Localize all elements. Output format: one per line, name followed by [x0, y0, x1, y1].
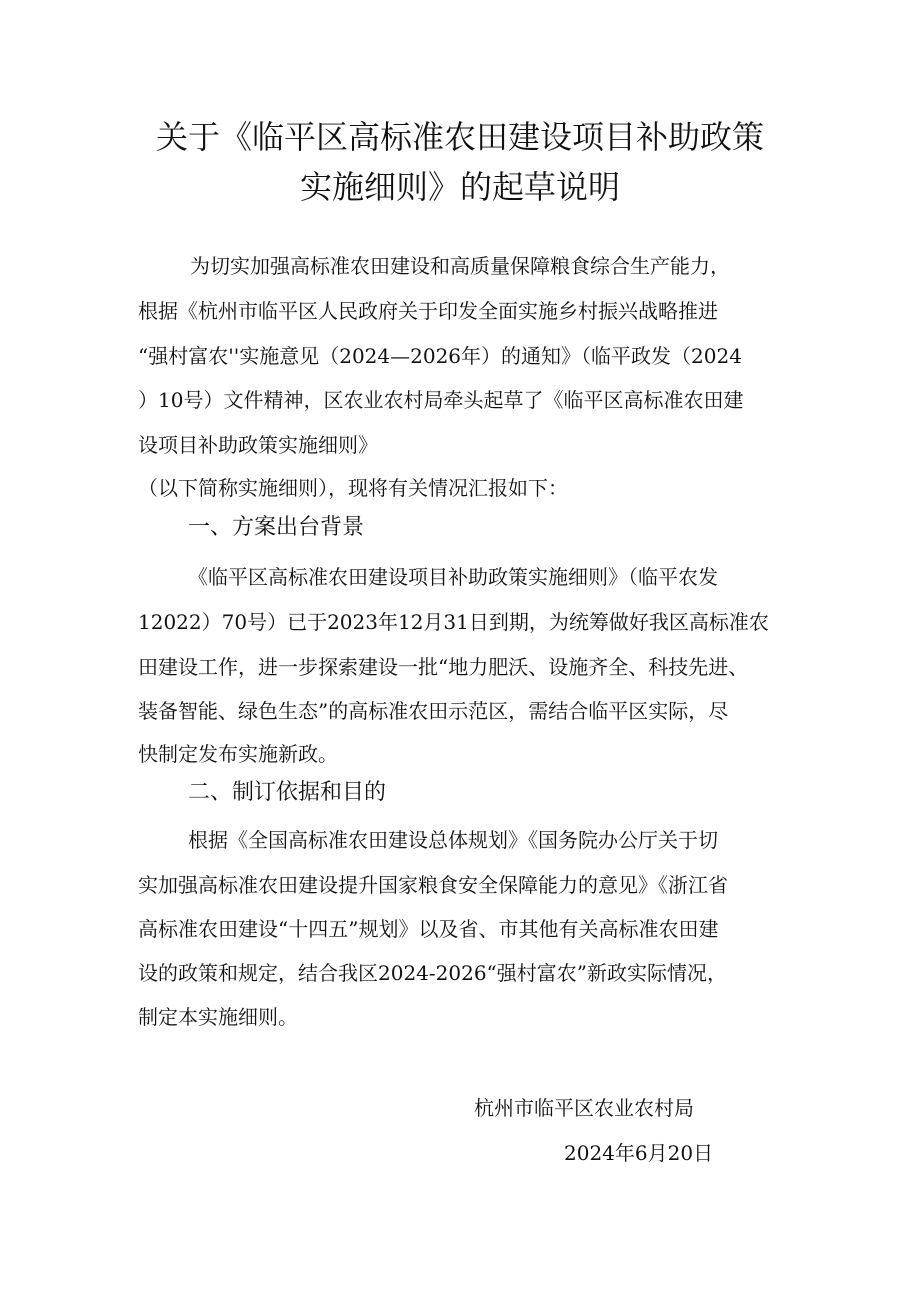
section-1-line-3: 田建设工作，进一步探索建设一批“地力肥沃、设施齐全、科技先进、 [138, 655, 749, 679]
section-1-heading: 一、方案出台背景 [188, 515, 365, 540]
section-2-line-3: 高标准农田建设“十四五”规划》以及省、市其他有关高标准农田建 [138, 917, 719, 941]
signature-organization: 杭州市临平区农业农村局 [474, 1096, 694, 1120]
signature-date: 2024年6月20日 [564, 1141, 714, 1165]
intro-line-6: （以下简称实施细则），现将有关情况汇报如下： [138, 476, 568, 500]
section-2-line-1: 根据《全国高标准农田建设总体规划》《国务院办公厅关于切 [188, 828, 718, 852]
section-2-line-5: 制定本实施细则。 [138, 1005, 298, 1029]
section-1-line-5: 快制定发布实施新政。 [138, 742, 338, 766]
section-2-line-2: 实加强高标准农田建设提升国家粮食安全保障能力的意见》《浙江省 [138, 873, 728, 897]
intro-line-4: ）10号）文件精神，区农业农村局牵头起草了《临平区高标准农田建 [138, 388, 744, 412]
intro-line-3: “强村富农''实施意见（2024—2026年）的通知》（临平政发（2024 [138, 344, 742, 368]
document-title-line-1: 关于《临平区高标准农田建设项目补助政策 [155, 118, 764, 156]
section-1-line-2: 12022）70号）已于2023年12月31日到期，为统筹做好我区高标准农 [138, 610, 769, 634]
section-2-line-4: 设的政策和规定，结合我区2024-2026“强村富农”新政实际情况， [138, 961, 728, 985]
intro-line-2: 根据《杭州市临平区人民政府关于印发全面实施乡村振兴战略推进 [138, 299, 718, 323]
intro-line-1: 为切实加强高标准农田建设和高质量保障粮食综合生产能力， [190, 254, 730, 278]
section-1-line-1: 《临平区高标准农田建设项目补助政策实施细则》（临平农发 [188, 565, 718, 589]
section-2-heading: 二、制订依据和目的 [188, 780, 387, 805]
section-1-line-4: 装备智能、绿色生态”的高标准农田示范区，需结合临平区实际，尽 [138, 699, 729, 723]
document-title-line-2: 实施细则》的起草说明 [299, 168, 620, 206]
intro-line-5: 设项目补助政策实施细则》 [138, 433, 378, 457]
